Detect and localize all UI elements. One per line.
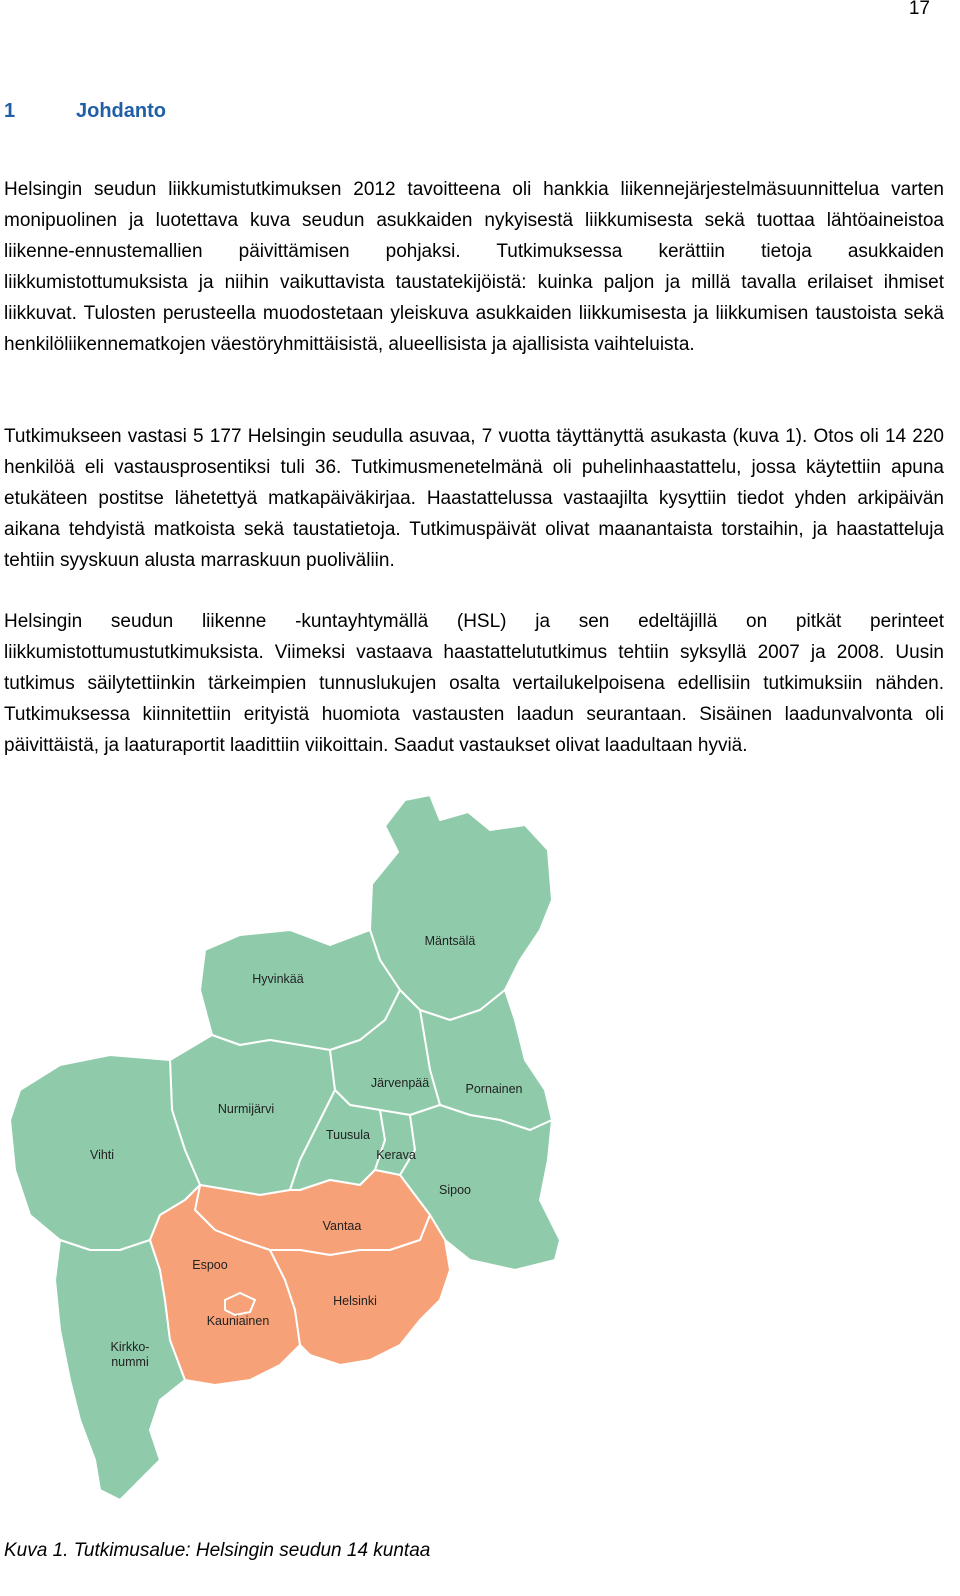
- section-title: Johdanto: [76, 100, 166, 122]
- paragraph-1: Helsingin seudun liikkumistutkimuksen 2012 tavoitteena oli hankkia liikennejärjestelmäsuunnittelua varten monipuolinen ja luotettava kuva seudun asukkaiden nykyisestä liikkumisesta sekä tuottaa lähtöaineistoa liikenne-ennustemallien päivittämisen pohjaksi. Tutkimuksessa kerättiin tietoja asukkaiden liikkumistottumuksista ja niihin vaikuttavista taustatekijöistä: kuinka paljon ja millä tavalla erilaiset ihmiset liikkuvat. Tulosten perusteella muodostetaan yleiskuva asukkaiden liikkumisesta ja liikkumisen taustoista sekä henkilöliikennematkojen väestöryhmittäisistä, alueellisista ja ajallisista vaihteluista.: [4, 179, 944, 355]
- label-kirkkonummi-line2: nummi: [111, 1355, 149, 1369]
- study-area-map: [0, 790, 960, 1530]
- label-tuusula: Tuusula: [325, 1128, 371, 1142]
- label-kauniainen: Kauniainen: [206, 1314, 270, 1328]
- page-number: 17: [908, 0, 930, 19]
- label-kirkkonummi-line1: Kirkko-: [110, 1340, 150, 1354]
- paragraph-2: Tutkimukseen vastasi 5 177 Helsingin seudulla asuvaa, 7 vuotta täyttänyttä asukasta (kuva 1). Otos oli 14 220 henkilöä eli vastausprosentiksi tuli 36. Tutkimusmenetelmänä oli puhelinhaastattelu, jossa käytettiin apuna etukäteen postitse lähetettyä matkapäiväkirjaa. Haastattelussa vastaajilta kysyttiin tiedot yhden arkipäivän aikana tehdyistä matkoista sekä taustatietoja. Tutkimuspäivät olivat maanantaista torstaihin, ja haastatteluja tehtiin syyskuun alusta marraskuun puoliväliin.: [4, 426, 944, 571]
- label-helsinki: Helsinki: [333, 1294, 377, 1308]
- figure-caption: Kuva 1. Tutkimusalue: Helsingin seudun 14 kuntaa: [4, 1540, 431, 1561]
- label-espoo: Espoo: [192, 1258, 228, 1272]
- label-vihti: Vihti: [89, 1148, 115, 1162]
- section-heading: [4, 100, 166, 123]
- label-mantsala: Mäntsälä: [424, 934, 476, 948]
- label-jarvenpaa: Järvenpää: [370, 1076, 430, 1090]
- section-number: 1: [4, 100, 16, 122]
- label-vantaa: Vantaa: [322, 1219, 362, 1233]
- label-hyvinkaa: Hyvinkää: [252, 972, 304, 986]
- label-sipoo: Sipoo: [439, 1183, 471, 1197]
- label-pornainen: Pornainen: [465, 1082, 523, 1096]
- label-nurmijarvi: Nurmijärvi: [217, 1102, 275, 1116]
- paragraph-3: Helsingin seudun liikenne -kuntayhtymällä (HSL) ja sen edeltäjillä on pitkät perinteet liikkumistottumustutkimuksista. Viimeksi vastaava haastattelututkimus tehtiin syksyllä 2007 ja 2008. Uusin tutkimus säilytettiinkin tärkeimpien tunnuslukujen osalta vertailukelpoisena edellisiin tutkimuksiin nähden. Tutkimuksessa kiinnitettiin erityistä huomiota vastausten laadun seurantaan. Sisäinen laadunvalvonta oli päivittäistä, ja laaturaportit laadittiin viikoittain. Saadut vastaukset olivat laadultaan hyviä.: [4, 611, 944, 756]
- label-kerava: Kerava: [376, 1148, 416, 1162]
